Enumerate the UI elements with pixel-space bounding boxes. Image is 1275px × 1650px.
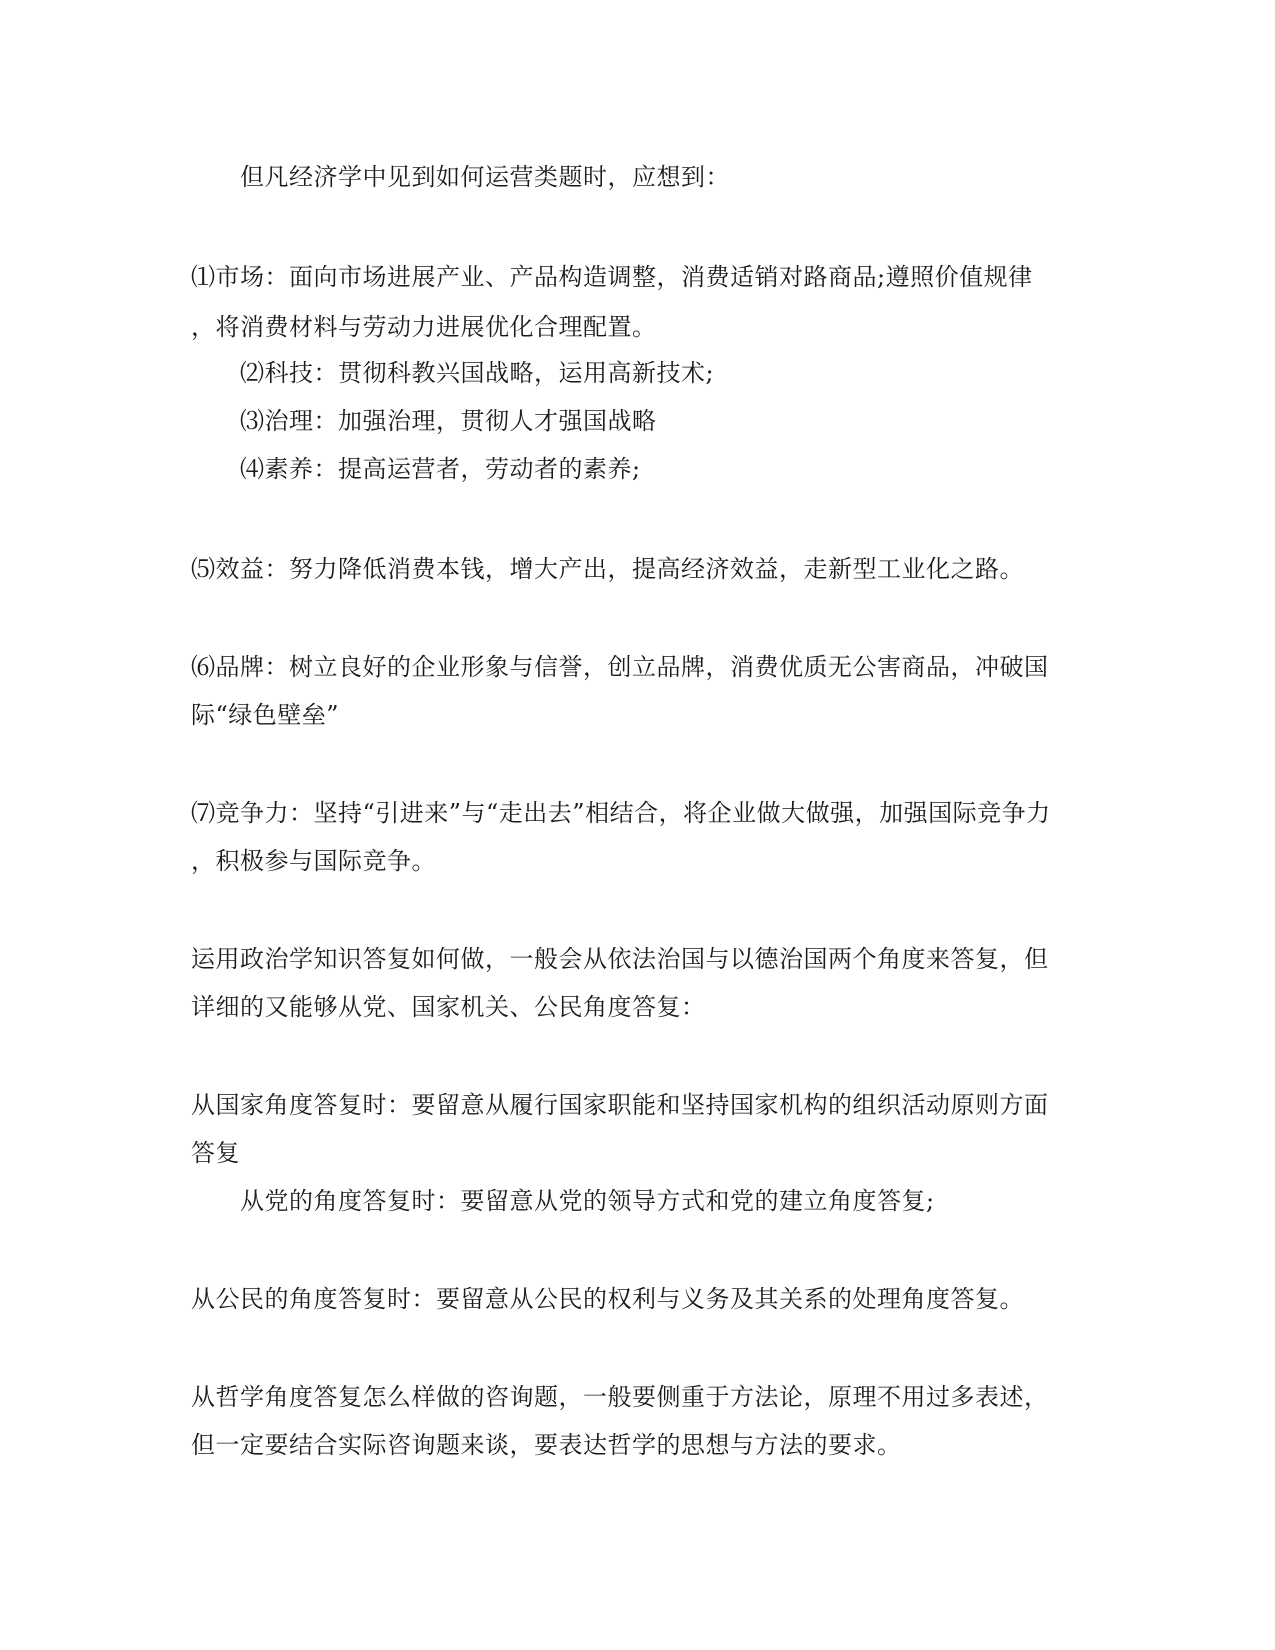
item-competitiveness-line-1: ⑺竞争力：坚持“引进来”与“走出去”相结合，将企业做大做强，加强国际竞争力 — [191, 799, 1051, 827]
item-brand-line-2: 际“绿色壁垒” — [191, 701, 340, 729]
state-perspective-line-1: 从国家角度答复时：要留意从履行国家职能和坚持国家机构的组织活动原则方面 — [191, 1091, 1049, 1119]
philosophy-paragraph-line-1: 从哲学角度答复怎么样做的咨询题，一般要侧重于方法论，原理不用过多表述， — [191, 1383, 1049, 1411]
item-management: ⑶治理：加强治理，贯彻人才强国战略 — [240, 407, 657, 435]
philosophy-paragraph-line-2: 但一定要结合实际咨询题来谈，要表达哲学的思想与方法的要求。 — [191, 1431, 902, 1459]
item-market-line-1: ⑴市场：面向市场进展产业、产品构造调整，消费适销对路商品;遵照价值规律 — [191, 263, 1033, 291]
party-perspective: 从党的角度答复时：要留意从党的领导方式和党的建立角度答复; — [240, 1187, 935, 1215]
item-technology: ⑵科技：贯彻科教兴国战略，运用高新技术; — [240, 359, 715, 387]
item-quality: ⑷素养：提高运营者，劳动者的素养; — [240, 455, 641, 483]
citizen-perspective: 从公民的角度答复时：要留意从公民的权利与义务及其关系的处理角度答复。 — [191, 1285, 1024, 1313]
politics-paragraph-line-2: 详细的又能够从党、国家机关、公民角度答复： — [191, 993, 706, 1021]
state-perspective-line-2: 答复 — [191, 1139, 240, 1167]
item-efficiency: ⑸效益：努力降低消费本钱，增大产出，提高经济效益，走新型工业化之路。 — [191, 555, 1024, 583]
item-brand-line-1: ⑹品牌：树立良好的企业形象与信誉，创立品牌，消费优质无公害商品，冲破国 — [191, 653, 1049, 681]
item-market-line-2: ，将消费材料与劳动力进展优化合理配置。 — [191, 313, 657, 341]
item-competitiveness-line-2: ，积极参与国际竞争。 — [191, 847, 436, 875]
intro-line: 但凡经济学中见到如何运营类题时，应想到： — [240, 163, 730, 191]
politics-paragraph-line-1: 运用政治学知识答复如何做，一般会从依法治国与以德治国两个角度来答复，但 — [191, 945, 1049, 973]
